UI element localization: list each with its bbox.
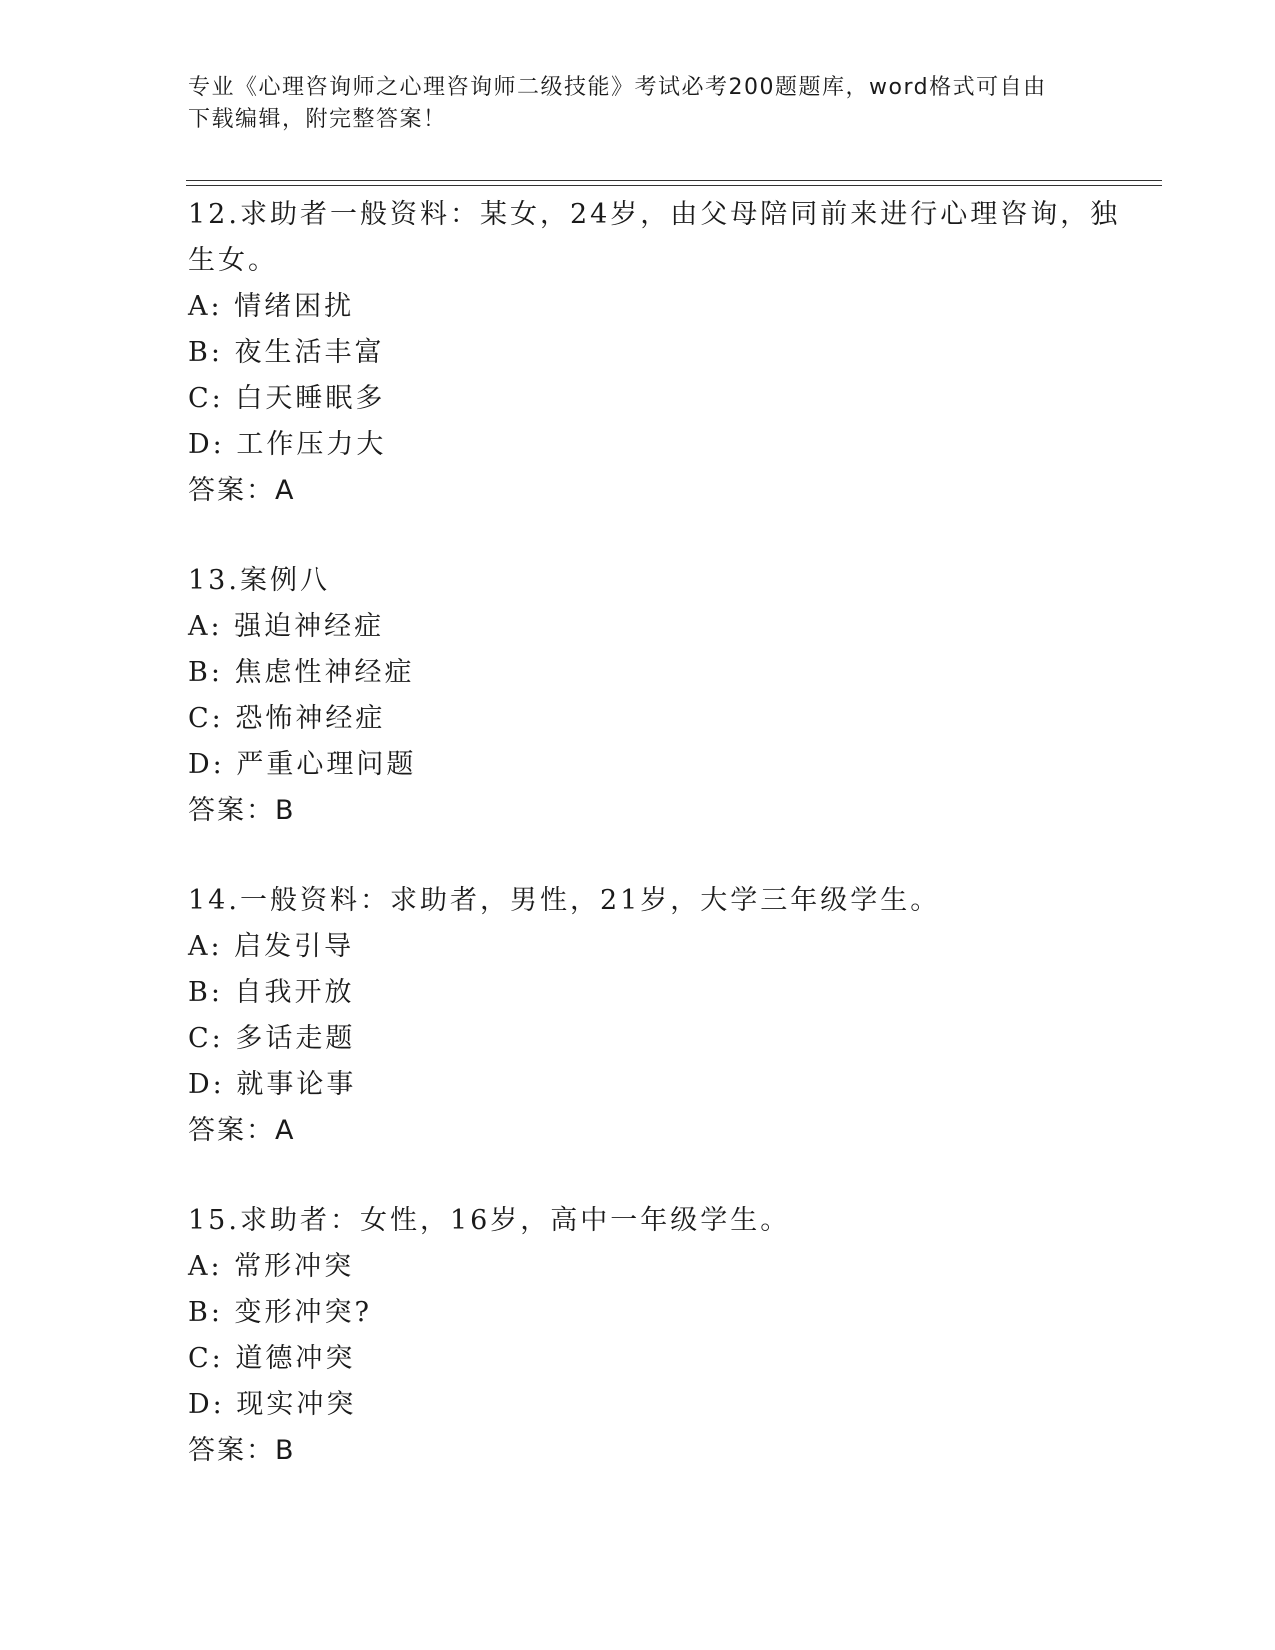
option-c: C: 多话走题	[188, 1023, 356, 1054]
question-stem: 12.求助者一般资料：某女，24岁，由父母陪同前来进行心理咨询，独	[188, 199, 1121, 230]
option-a: A: 情绪困扰	[188, 291, 355, 322]
option-c: C: 道德冲突	[188, 1343, 356, 1374]
option-c: C: 恐怖神经症	[188, 703, 386, 734]
option-c: C: 白天睡眠多	[188, 383, 386, 414]
question-stem: 14.一般资料：求助者，男性，21岁，大学三年级学生。	[188, 885, 941, 916]
option-d: D: 现实冲突	[188, 1389, 357, 1420]
question-14	[188, 878, 1088, 1154]
option-a: A: 常形冲突	[188, 1251, 355, 1282]
question-13	[188, 558, 1088, 834]
question-stem: 15.求助者：女性，16岁，高中一年级学生。	[188, 1205, 791, 1236]
option-b: B: 夜生活丰富	[188, 337, 385, 368]
answer-line: 答案：A	[188, 475, 296, 506]
document-header: 专业《心理咨询师之心理咨询师二级技能》考试必考200题题库，word格式可自由下载编辑，附完整答案！	[188, 75, 1047, 132]
option-d: D: 工作压力大	[188, 429, 387, 460]
answer-line: 答案：B	[188, 1435, 296, 1466]
question-list	[188, 192, 1121, 1474]
option-d: D: 就事论事	[188, 1069, 357, 1100]
header-rule-top	[186, 180, 1162, 181]
answer-line: 答案：B	[188, 795, 296, 826]
question-12	[188, 192, 1121, 514]
option-a: A: 启发引导	[188, 931, 355, 962]
header-rule-bottom	[186, 185, 1162, 186]
option-b: B: 自我开放	[188, 977, 355, 1008]
option-d: D: 严重心理问题	[188, 749, 417, 780]
question-stem: 13.案例八	[188, 565, 330, 596]
option-b: B: 变形冲突?	[188, 1297, 372, 1328]
option-a: A: 强迫神经症	[188, 611, 385, 642]
answer-line: 答案：A	[188, 1115, 296, 1146]
question-15	[188, 1198, 1088, 1474]
question-stem-continued: 生女。	[188, 245, 278, 276]
option-b: B: 焦虑性神经症	[188, 657, 415, 688]
